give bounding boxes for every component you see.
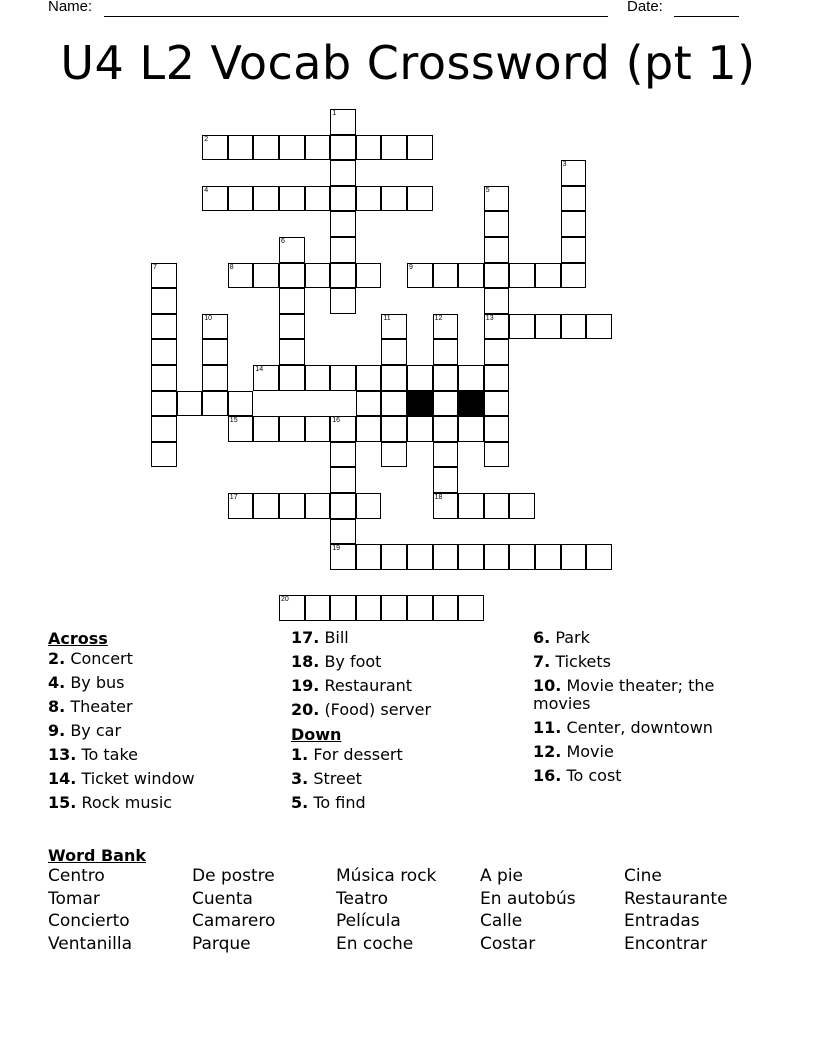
clue-number: 2 xyxy=(204,135,209,143)
crossword-cell[interactable] xyxy=(228,135,254,161)
crossword-cell[interactable] xyxy=(253,493,279,519)
crossword-cell[interactable] xyxy=(433,391,459,417)
crossword-cell[interactable] xyxy=(330,519,356,545)
crossword-cell[interactable] xyxy=(279,314,305,340)
crossword-cell[interactable] xyxy=(151,391,177,417)
crossword-cell[interactable] xyxy=(433,365,459,391)
clue-number: 4 xyxy=(204,186,209,194)
crossword-cell[interactable] xyxy=(381,595,407,621)
crossword-cell[interactable] xyxy=(305,186,331,212)
word-bank-item: Encontrar xyxy=(624,934,708,954)
crossword-cell[interactable] xyxy=(561,263,587,289)
crossword-cell[interactable] xyxy=(151,416,177,442)
crossword-cell[interactable] xyxy=(305,595,331,621)
word-bank-item: A pie xyxy=(480,866,524,886)
crossword-cell[interactable] xyxy=(356,391,382,417)
word-bank-item: Cuenta xyxy=(192,889,253,909)
crossword-cell[interactable] xyxy=(535,314,561,340)
crossword-cell[interactable] xyxy=(279,263,305,289)
crossword-cell[interactable] xyxy=(535,544,561,570)
crossword-cell[interactable] xyxy=(279,365,305,391)
crossword-cell[interactable] xyxy=(356,135,382,161)
crossword-cell[interactable] xyxy=(356,595,382,621)
crossword-cell[interactable] xyxy=(151,314,177,340)
crossword-cell[interactable] xyxy=(151,442,177,468)
clue-number: 14 xyxy=(255,366,264,373)
crossword-cell[interactable] xyxy=(279,288,305,314)
crossword-cell[interactable] xyxy=(561,211,587,237)
crossword-cell[interactable] xyxy=(330,211,356,237)
crossword-cell[interactable] xyxy=(458,595,484,621)
crossword-cell[interactable] xyxy=(356,544,382,570)
crossword-cell[interactable] xyxy=(381,442,407,468)
crossword-cell[interactable] xyxy=(458,263,484,289)
crossword-cell[interactable] xyxy=(484,211,510,237)
crossword-cell[interactable] xyxy=(433,442,459,468)
crossword-cell[interactable] xyxy=(228,391,254,417)
clue-across-8: 8. Theater xyxy=(48,697,133,716)
crossword-cell[interactable] xyxy=(330,544,356,570)
page-title: U4 L2 Vocab Crossword (pt 1) xyxy=(60,36,756,90)
crossword-cell[interactable] xyxy=(356,416,382,442)
crossword-cell[interactable] xyxy=(330,160,356,186)
crossword-cell[interactable] xyxy=(484,339,510,365)
clue-across-14: 14. Ticket window xyxy=(48,769,195,788)
crossword-cell[interactable] xyxy=(305,263,331,289)
crossword-cell[interactable] xyxy=(484,493,510,519)
crossword-cell[interactable] xyxy=(381,135,407,161)
word-bank-item: Camarero xyxy=(192,911,276,931)
date-label: Date: xyxy=(627,0,663,15)
crossword-cell[interactable] xyxy=(561,544,587,570)
crossword-cell[interactable] xyxy=(177,391,203,417)
crossword-cell[interactable] xyxy=(484,365,510,391)
clue-number: 18 xyxy=(434,494,443,501)
word-bank-item: Tomar xyxy=(48,889,100,909)
clue-number: 12 xyxy=(434,314,443,322)
crossword-cell[interactable] xyxy=(253,186,279,212)
clue-down-5: 5. To find xyxy=(291,793,366,812)
crossword-cell[interactable] xyxy=(484,544,510,570)
crossword-cell[interactable] xyxy=(330,493,356,519)
crossword-cell[interactable] xyxy=(279,237,305,263)
crossword-cell[interactable] xyxy=(279,416,305,442)
clue-number: 10 xyxy=(204,314,212,322)
crossword-cell[interactable] xyxy=(330,467,356,493)
clue-number: 8 xyxy=(229,263,234,271)
crossword-cell[interactable] xyxy=(381,391,407,417)
crossword-cell[interactable] xyxy=(407,263,433,289)
clue-number: 6 xyxy=(281,238,285,245)
crossword-cell[interactable] xyxy=(151,263,177,289)
clue-number: 1 xyxy=(332,110,337,117)
crossword-block xyxy=(458,391,484,417)
crossword-cell[interactable] xyxy=(381,186,407,212)
crossword-cell[interactable] xyxy=(253,416,279,442)
crossword-cell[interactable] xyxy=(356,186,382,212)
word-bank-item: Centro xyxy=(48,866,105,886)
crossword-cell[interactable] xyxy=(151,365,177,391)
clue-down-11: 11. Center, downtown xyxy=(533,718,713,737)
crossword-cell[interactable] xyxy=(279,493,305,519)
crossword-cell[interactable] xyxy=(305,493,331,519)
crossword-cell[interactable] xyxy=(561,186,587,212)
crossword-cell[interactable] xyxy=(202,186,228,212)
word-bank-item: Costar xyxy=(480,934,536,954)
crossword-cell[interactable] xyxy=(561,237,587,263)
crossword-cell[interactable] xyxy=(356,493,382,519)
crossword-cell[interactable] xyxy=(458,544,484,570)
crossword-cell[interactable] xyxy=(407,595,433,621)
word-bank-item: Película xyxy=(336,911,401,931)
crossword-cell[interactable] xyxy=(305,365,331,391)
crossword-cell[interactable] xyxy=(356,365,382,391)
word-bank-item: Parque xyxy=(192,934,251,954)
crossword-cell[interactable] xyxy=(535,263,561,289)
crossword-cell[interactable] xyxy=(381,365,407,391)
name-label: Name: xyxy=(48,0,93,15)
word-bank-item: Calle xyxy=(480,911,523,931)
crossword-cell[interactable] xyxy=(228,263,254,289)
clue-down-16: 16. To cost xyxy=(533,766,622,785)
word-bank-item: Ventanilla xyxy=(48,934,132,954)
clue-across-15: 15. Rock music xyxy=(48,793,173,812)
crossword-cell[interactable] xyxy=(381,339,407,365)
crossword-cell[interactable] xyxy=(228,416,254,442)
clue-number: 11 xyxy=(383,314,391,322)
across-heading: Across xyxy=(48,629,108,648)
down-heading: Down xyxy=(291,725,342,744)
crossword-cell[interactable] xyxy=(484,288,510,314)
crossword-cell[interactable] xyxy=(330,442,356,468)
crossword-cell[interactable] xyxy=(151,288,177,314)
crossword-cell[interactable] xyxy=(381,314,407,340)
crossword-cell[interactable] xyxy=(433,493,459,519)
crossword-cell[interactable] xyxy=(330,186,356,212)
clue-across-17: 17. Bill xyxy=(291,628,349,647)
crossword-cell[interactable] xyxy=(407,416,433,442)
clue-down-3: 3. Street xyxy=(291,769,362,788)
crossword-cell[interactable] xyxy=(305,135,331,161)
word-bank-item: Restaurante xyxy=(624,889,728,909)
clue-number: 9 xyxy=(409,263,413,271)
crossword-cell[interactable] xyxy=(509,263,535,289)
word-bank-item: Teatro xyxy=(336,889,389,909)
crossword-cell[interactable] xyxy=(330,365,356,391)
crossword-cell[interactable] xyxy=(433,314,459,340)
clue-across-18: 18. By foot xyxy=(291,652,382,671)
crossword-cell[interactable] xyxy=(484,314,510,340)
crossword-cell[interactable] xyxy=(381,544,407,570)
word-bank-item: De postre xyxy=(192,866,275,886)
crossword-cell[interactable] xyxy=(433,263,459,289)
clues-column-2 xyxy=(291,629,521,818)
crossword-cell[interactable] xyxy=(458,365,484,391)
clue-number: 3 xyxy=(562,161,567,169)
crossword-cell[interactable] xyxy=(484,391,510,417)
crossword-cell[interactable] xyxy=(356,263,382,289)
word-bank-item: Concierto xyxy=(48,911,130,931)
clues-column-1 xyxy=(48,629,278,818)
crossword-cell[interactable] xyxy=(407,135,433,161)
clue-across-13: 13. To take xyxy=(48,745,138,764)
crossword-cell[interactable] xyxy=(484,186,510,212)
crossword-cell[interactable] xyxy=(279,339,305,365)
crossword-cell[interactable] xyxy=(330,237,356,263)
word-bank-item: Entradas xyxy=(624,911,700,931)
clue-down-1: 1. For dessert xyxy=(291,745,403,764)
word-bank-title: Word Bank xyxy=(48,846,147,865)
crossword-cell[interactable] xyxy=(330,263,356,289)
clue-number: 13 xyxy=(485,314,494,322)
clue-across-4: 4. By bus xyxy=(48,673,125,692)
crossword-cell[interactable] xyxy=(202,339,228,365)
clue-down-7: 7. Tickets xyxy=(533,652,611,671)
crossword-cell[interactable] xyxy=(586,544,612,570)
crossword-cell[interactable] xyxy=(228,493,254,519)
crossword-cell[interactable] xyxy=(458,416,484,442)
word-bank-item: En coche xyxy=(336,934,414,954)
crossword-cell[interactable] xyxy=(330,135,356,161)
crossword-cell[interactable] xyxy=(484,442,510,468)
crossword-cell[interactable] xyxy=(561,160,587,186)
crossword-cell[interactable] xyxy=(330,109,356,135)
clue-across-2: 2. Concert xyxy=(48,649,133,668)
crossword-cell[interactable] xyxy=(253,263,279,289)
clue-across-9: 9. By car xyxy=(48,721,122,740)
crossword-cell[interactable] xyxy=(279,186,305,212)
crossword-cell[interactable] xyxy=(561,314,587,340)
crossword-cell[interactable] xyxy=(407,365,433,391)
crossword-cell[interactable] xyxy=(253,365,279,391)
crossword-cell[interactable] xyxy=(509,544,535,570)
crossword-cell[interactable] xyxy=(433,467,459,493)
clue-number: 7 xyxy=(153,263,157,271)
crossword-cell[interactable] xyxy=(305,416,331,442)
crossword-cell[interactable] xyxy=(228,186,254,212)
crossword-cell[interactable] xyxy=(586,314,612,340)
crossword-cell[interactable] xyxy=(202,365,228,391)
crossword-cell[interactable] xyxy=(253,135,279,161)
crossword-cell[interactable] xyxy=(433,544,459,570)
word-bank-item: Música rock xyxy=(336,866,437,886)
clue-number: 15 xyxy=(229,417,238,425)
crossword-cell[interactable] xyxy=(202,135,228,161)
crossword-cell[interactable] xyxy=(509,314,535,340)
clues-column-3 xyxy=(533,629,763,791)
crossword-cell[interactable] xyxy=(279,595,305,621)
crossword-cell[interactable] xyxy=(151,339,177,365)
crossword-cell[interactable] xyxy=(202,314,228,340)
crossword-cell[interactable] xyxy=(433,416,459,442)
crossword-cell[interactable] xyxy=(407,544,433,570)
clue-down-10: 10. Movie theater; the movies xyxy=(533,676,715,713)
crossword-cell[interactable] xyxy=(484,263,510,289)
crossword-cell[interactable] xyxy=(433,595,459,621)
clue-across-20: 20. (Food) server xyxy=(291,700,432,719)
crossword-cell[interactable] xyxy=(330,288,356,314)
crossword-block xyxy=(407,391,433,417)
clue-number: 17 xyxy=(229,494,238,501)
crossword-cell[interactable] xyxy=(202,391,228,417)
word-bank-item: En autobús xyxy=(480,889,576,909)
clue-across-19: 19. Restaurant xyxy=(291,676,413,695)
crossword-cell[interactable] xyxy=(484,416,510,442)
clue-down-6: 6. Park xyxy=(533,628,590,647)
crossword-cell[interactable] xyxy=(433,339,459,365)
crossword-cell[interactable] xyxy=(330,416,356,442)
crossword-cell[interactable] xyxy=(407,186,433,212)
clue-number: 19 xyxy=(332,545,340,553)
crossword-cell[interactable] xyxy=(279,135,305,161)
crossword-cell[interactable] xyxy=(330,595,356,621)
crossword-cell[interactable] xyxy=(509,493,535,519)
clue-down-12: 12. Movie xyxy=(533,742,614,761)
clue-number: 5 xyxy=(485,186,490,194)
word-bank-item: Cine xyxy=(624,866,662,886)
crossword-cell[interactable] xyxy=(484,237,510,263)
crossword-cell[interactable] xyxy=(458,493,484,519)
clue-number: 16 xyxy=(332,417,340,425)
crossword-cell[interactable] xyxy=(381,416,407,442)
clue-number: 20 xyxy=(281,596,289,604)
